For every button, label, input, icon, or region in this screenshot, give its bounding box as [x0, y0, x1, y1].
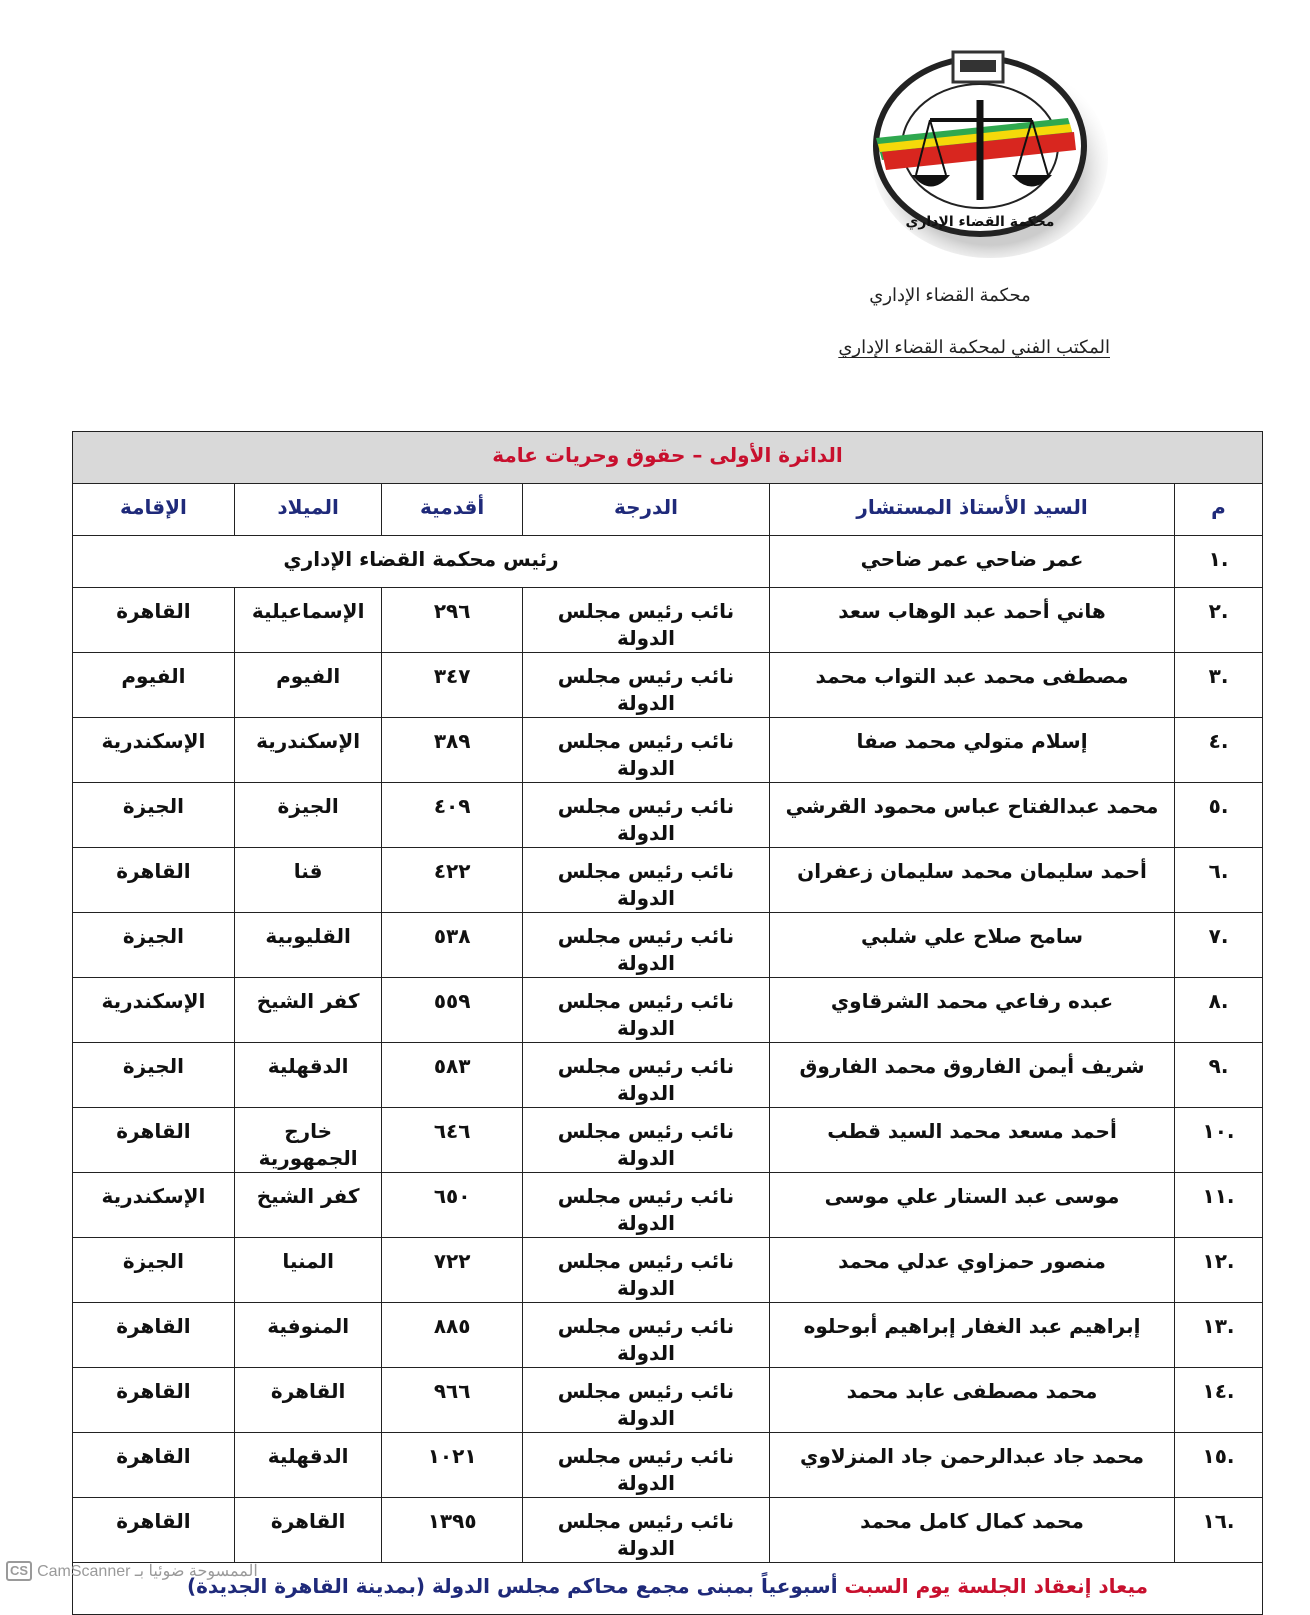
table-row	[73, 783, 1263, 848]
birthplace: الدقهلية	[234, 1043, 381, 1108]
column-header-residence: الإقامة	[73, 484, 235, 536]
birthplace: قنا	[234, 848, 381, 913]
residence: القاهرة	[73, 1368, 235, 1433]
roster-rows	[73, 588, 1263, 1563]
row-number: .٧	[1175, 913, 1263, 978]
column-header-rank: الدرجة	[522, 484, 769, 536]
table-title-row	[73, 432, 1263, 484]
birthplace: القاهرة	[234, 1498, 381, 1563]
counselor-rank: نائب رئيس مجلس الدولة	[522, 588, 769, 653]
column-header-seniority: أقدمية	[382, 484, 523, 536]
circuit-roster-table	[72, 431, 1263, 1615]
counselor-rank: نائب رئيس مجلس الدولة	[522, 913, 769, 978]
table-row	[73, 588, 1263, 653]
watermark-text: CamScanner الممسوحة ضوئيا بـ	[37, 1563, 258, 1580]
table-row	[73, 1043, 1263, 1108]
row-number: .٢	[1175, 588, 1263, 653]
counselor-rank: نائب رئيس مجلس الدولة	[522, 1498, 769, 1563]
residence: القاهرة	[73, 848, 235, 913]
row-number: .٩	[1175, 1043, 1263, 1108]
seniority-number: ٨٨٥	[382, 1303, 523, 1368]
column-header-counselor: السيد الأستاذ المستشار	[770, 484, 1175, 536]
table-row	[73, 653, 1263, 718]
row-number: .١٤	[1175, 1368, 1263, 1433]
seniority-number: ٢٩٦	[382, 588, 523, 653]
counselor-rank: نائب رئيس مجلس الدولة	[522, 783, 769, 848]
technical-office-name: المكتب الفني لمحكمة القضاء الإداري	[838, 337, 1110, 357]
seniority-number: ١٣٩٥	[382, 1498, 523, 1563]
table-row	[73, 1498, 1263, 1563]
birthplace: الإسكندرية	[234, 718, 381, 783]
seniority-number: ٥٥٩	[382, 978, 523, 1043]
row-number: .١٢	[1175, 1238, 1263, 1303]
residence: القاهرة	[73, 1303, 235, 1368]
table-row	[73, 1303, 1263, 1368]
counselor-name: محمد عبدالفتاح عباس محمود القرشي	[770, 783, 1175, 848]
counselor-name: محمد كمال كامل محمد	[770, 1498, 1175, 1563]
row-number: .١٣	[1175, 1303, 1263, 1368]
birthplace: الفيوم	[234, 653, 381, 718]
seniority-number: ٥٣٨	[382, 913, 523, 978]
seniority-number: ٤٢٢	[382, 848, 523, 913]
residence: القاهرة	[73, 588, 235, 653]
circuit-title: الدائرة الأولى – حقوق وحريات عامة	[73, 432, 1263, 484]
schedule-day: الجلسة يوم السبت	[844, 1574, 1027, 1598]
table-row	[73, 978, 1263, 1043]
birthplace: القليوبية	[234, 913, 381, 978]
seniority-number: ٧٢٢	[382, 1238, 523, 1303]
counselor-rank: نائب رئيس مجلس الدولة	[522, 1433, 769, 1498]
counselor-name: أحمد مسعد محمد السيد قطب	[770, 1108, 1175, 1173]
seniority-number: ٦٥٠	[382, 1173, 523, 1238]
counselor-name: مصطفى محمد عبد التواب محمد	[770, 653, 1175, 718]
residence: الإسكندرية	[73, 978, 235, 1043]
seniority-number: ١٠٢١	[382, 1433, 523, 1498]
row-number: .١	[1175, 536, 1263, 588]
table-row	[73, 1433, 1263, 1498]
residence: الفيوم	[73, 653, 235, 718]
table-row	[73, 913, 1263, 978]
row-number: .١١	[1175, 1173, 1263, 1238]
counselor-rank: نائب رئيس مجلس الدولة	[522, 978, 769, 1043]
residence: القاهرة	[73, 1108, 235, 1173]
counselor-name: شريف أيمن الفاروق محمد الفاروق	[770, 1043, 1175, 1108]
schedule-location: أسبوعياً بمبنى مجمع محاكم مجلس الدولة (بمدينة القاهرة الجديدة)	[186, 1574, 845, 1598]
counselor-rank: نائب رئيس مجلس الدولة	[522, 1303, 769, 1368]
counselor-rank: نائب رئيس مجلس الدولة	[522, 848, 769, 913]
seniority-number: ٩٦٦	[382, 1368, 523, 1433]
residence: الجيزة	[73, 1238, 235, 1303]
table-row	[73, 1173, 1263, 1238]
birthplace: المنوفية	[234, 1303, 381, 1368]
counselor-rank: نائب رئيس مجلس الدولة	[522, 718, 769, 783]
counselor-name: منصور حمزاوي عدلي محمد	[770, 1238, 1175, 1303]
counselor-name: أحمد سليمان محمد سليمان زعفران	[770, 848, 1175, 913]
birthplace: خارج الجمهورية	[234, 1108, 381, 1173]
birthplace: الدقهلية	[234, 1433, 381, 1498]
residence: الإسكندرية	[73, 718, 235, 783]
row-number: .٥	[1175, 783, 1263, 848]
counselor-rank: نائب رئيس مجلس الدولة	[522, 1368, 769, 1433]
seniority-number: ٤٠٩	[382, 783, 523, 848]
counselor-name: محمد مصطفى عابد محمد	[770, 1368, 1175, 1433]
svg-text:محكمة القضاء الإداري: محكمة القضاء الإداري	[905, 214, 1055, 230]
residence: الجيزة	[73, 783, 235, 848]
table-row	[73, 718, 1263, 783]
residence: الإسكندرية	[73, 1173, 235, 1238]
birthplace: كفر الشيخ	[234, 1173, 381, 1238]
table-row	[73, 1238, 1263, 1303]
row-number: .١٠	[1175, 1108, 1263, 1173]
counselor-name: عبده رفاعي محمد الشرقاوي	[770, 978, 1175, 1043]
table-row	[73, 1368, 1263, 1433]
counselor-name: محمد جاد عبدالرحمن جاد المنزلاوي	[770, 1433, 1175, 1498]
residence: الجيزة	[73, 913, 235, 978]
counselor-name: موسى عبد الستار علي موسى	[770, 1173, 1175, 1238]
camscanner-watermark	[6, 1561, 258, 1581]
counselor-name: إبراهيم عبد الغفار إبراهيم أبوحلوه	[770, 1303, 1175, 1368]
residence: الجيزة	[73, 1043, 235, 1108]
birthplace: كفر الشيخ	[234, 978, 381, 1043]
column-header-birthplace: الميلاد	[234, 484, 381, 536]
counselor-rank: نائب رئيس مجلس الدولة	[522, 1043, 769, 1108]
birthplace: القاهرة	[234, 1368, 381, 1433]
seniority-number: ٣٤٧	[382, 653, 523, 718]
table-header-row	[73, 484, 1263, 536]
row-number: .٣	[1175, 653, 1263, 718]
scales-of-justice-emblem-icon	[868, 40, 1108, 260]
row-number: .٤	[1175, 718, 1263, 783]
table-row	[73, 848, 1263, 913]
row-number: .١٦	[1175, 1498, 1263, 1563]
counselor-name: هاني أحمد عبد الوهاب سعد	[770, 588, 1175, 653]
residence: القاهرة	[73, 1498, 235, 1563]
counselor-rank: نائب رئيس مجلس الدولة	[522, 1108, 769, 1173]
row-number: .٨	[1175, 978, 1263, 1043]
counselor-name: عمر ضاحي عمر ضاحي	[770, 536, 1175, 588]
birthplace: الجيزة	[234, 783, 381, 848]
schedule-text-start: ميعاد إنعقاد	[1026, 1574, 1149, 1598]
seniority-number: ٦٤٦	[382, 1108, 523, 1173]
counselor-rank: نائب رئيس مجلس الدولة	[522, 1173, 769, 1238]
court-name: محكمة القضاء الإداري	[869, 285, 1031, 305]
council-of-state-logo	[868, 40, 1108, 260]
counselor-name: إسلام متولي محمد صفا	[770, 718, 1175, 783]
table-row	[73, 1108, 1263, 1173]
counselor-rank: نائب رئيس مجلس الدولة	[522, 1238, 769, 1303]
head-of-court-title: رئيس محكمة القضاء الإداري	[73, 536, 770, 588]
seniority-number: ٥٨٣	[382, 1043, 523, 1108]
seniority-number: ٣٨٩	[382, 718, 523, 783]
counselor-rank: نائب رئيس مجلس الدولة	[522, 653, 769, 718]
residence: القاهرة	[73, 1433, 235, 1498]
row-number: .٦	[1175, 848, 1263, 913]
table-row-head-of-court	[73, 536, 1263, 588]
row-number: .١٥	[1175, 1433, 1263, 1498]
birthplace: الإسماعيلية	[234, 588, 381, 653]
birthplace: المنيا	[234, 1238, 381, 1303]
counselor-name: سامح صلاح علي شلبي	[770, 913, 1175, 978]
column-header-number: م	[1175, 484, 1263, 536]
camscanner-logo-icon: CS	[6, 1561, 32, 1581]
